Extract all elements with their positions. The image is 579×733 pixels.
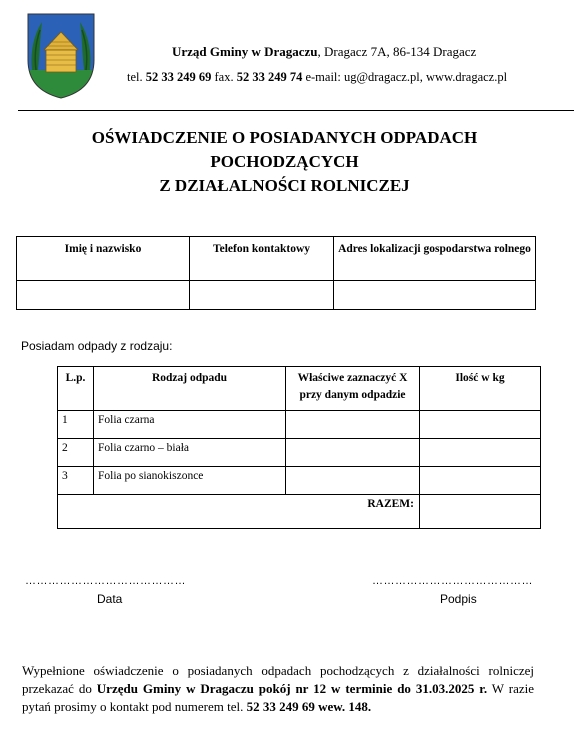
footer-deadline: Urzędu Gminy w Dragaczu pokój nr 12 w terminie do 31.03.2025 r. (96, 681, 488, 696)
row-lp: 3 (58, 467, 94, 495)
footer-instructions (22, 662, 534, 716)
date-label: Data (97, 592, 123, 606)
total-qty-cell[interactable] (420, 495, 541, 529)
row-lp: 2 (58, 439, 94, 467)
qty-cell[interactable] (420, 439, 541, 467)
waste-section-label: Posiadam odpady z rodzaju: (21, 339, 173, 353)
document-title-line3: Z DZIAŁALNOŚCI ROLNICZEJ (159, 176, 410, 195)
header-mark: Właściwe zaznaczyć X przy danym odpadzie (286, 367, 420, 411)
footer-contact-text: W razie pytań prosimy o kontakt pod numerem tel. (22, 681, 534, 714)
mark-cell[interactable] (286, 411, 420, 439)
phone-field[interactable] (190, 281, 334, 310)
farmer-info-table (16, 236, 536, 310)
footer-contact-number: 52 33 249 69 wew. 148. (246, 699, 372, 714)
contact-line (127, 70, 507, 85)
signature-line[interactable]: …………………………………… (372, 575, 533, 587)
document-title-line1: OŚWIADCZENIE O POSIADANYCH ODPADACH (91, 128, 478, 147)
table-row (58, 467, 541, 495)
mark-cell[interactable] (286, 467, 420, 495)
fax-label: fax. (211, 70, 237, 84)
header-phone: Telefon kontaktowy (190, 237, 334, 281)
date-signature-line[interactable]: …………………………………… (25, 575, 186, 587)
header-name: Imię i nazwisko (17, 237, 190, 281)
row-type: Folia po sianokiszonce (94, 467, 286, 495)
header-address: Adres lokalizacji gospodarstwa rolnego (334, 237, 536, 281)
row-type: Folia czarno – biała (94, 439, 286, 467)
mark-cell[interactable] (286, 439, 420, 467)
header-waste-type: Rodzaj odpadu (94, 367, 286, 411)
office-name: Urząd Gminy w Dragaczu (172, 44, 318, 59)
waste-table (57, 366, 541, 529)
footer-text: Wypełnione oświadczenie o posiadanych odpadach pochodzących z działalności rolniczej przekazać do (22, 663, 534, 696)
document-title-line2: POCHODZĄCYCH (210, 152, 359, 171)
header-qty: Ilość w kg (420, 367, 541, 411)
total-row (58, 495, 541, 529)
tel-label: tel. (127, 70, 146, 84)
phone-number: 52 33 249 69 (145, 70, 212, 84)
name-field[interactable] (17, 281, 190, 310)
email-web: e-mail: ug@dragacz.pl, www.dragacz.pl (302, 70, 508, 84)
row-type: Folia czarna (94, 411, 286, 439)
address-field[interactable] (334, 281, 536, 310)
qty-cell[interactable] (420, 467, 541, 495)
signature-label: Podpis (440, 592, 477, 606)
table-row (58, 439, 541, 467)
office-address: , Dragacz 7A, 86-134 Dragacz (317, 44, 477, 59)
office-header-line (0, 44, 579, 60)
total-label: RAZEM: (58, 495, 420, 529)
header-divider (18, 110, 574, 111)
header-lp: L.p. (58, 367, 94, 411)
table-row (58, 411, 541, 439)
fax-number: 52 33 249 74 (236, 70, 303, 84)
row-lp: 1 (58, 411, 94, 439)
qty-cell[interactable] (420, 411, 541, 439)
